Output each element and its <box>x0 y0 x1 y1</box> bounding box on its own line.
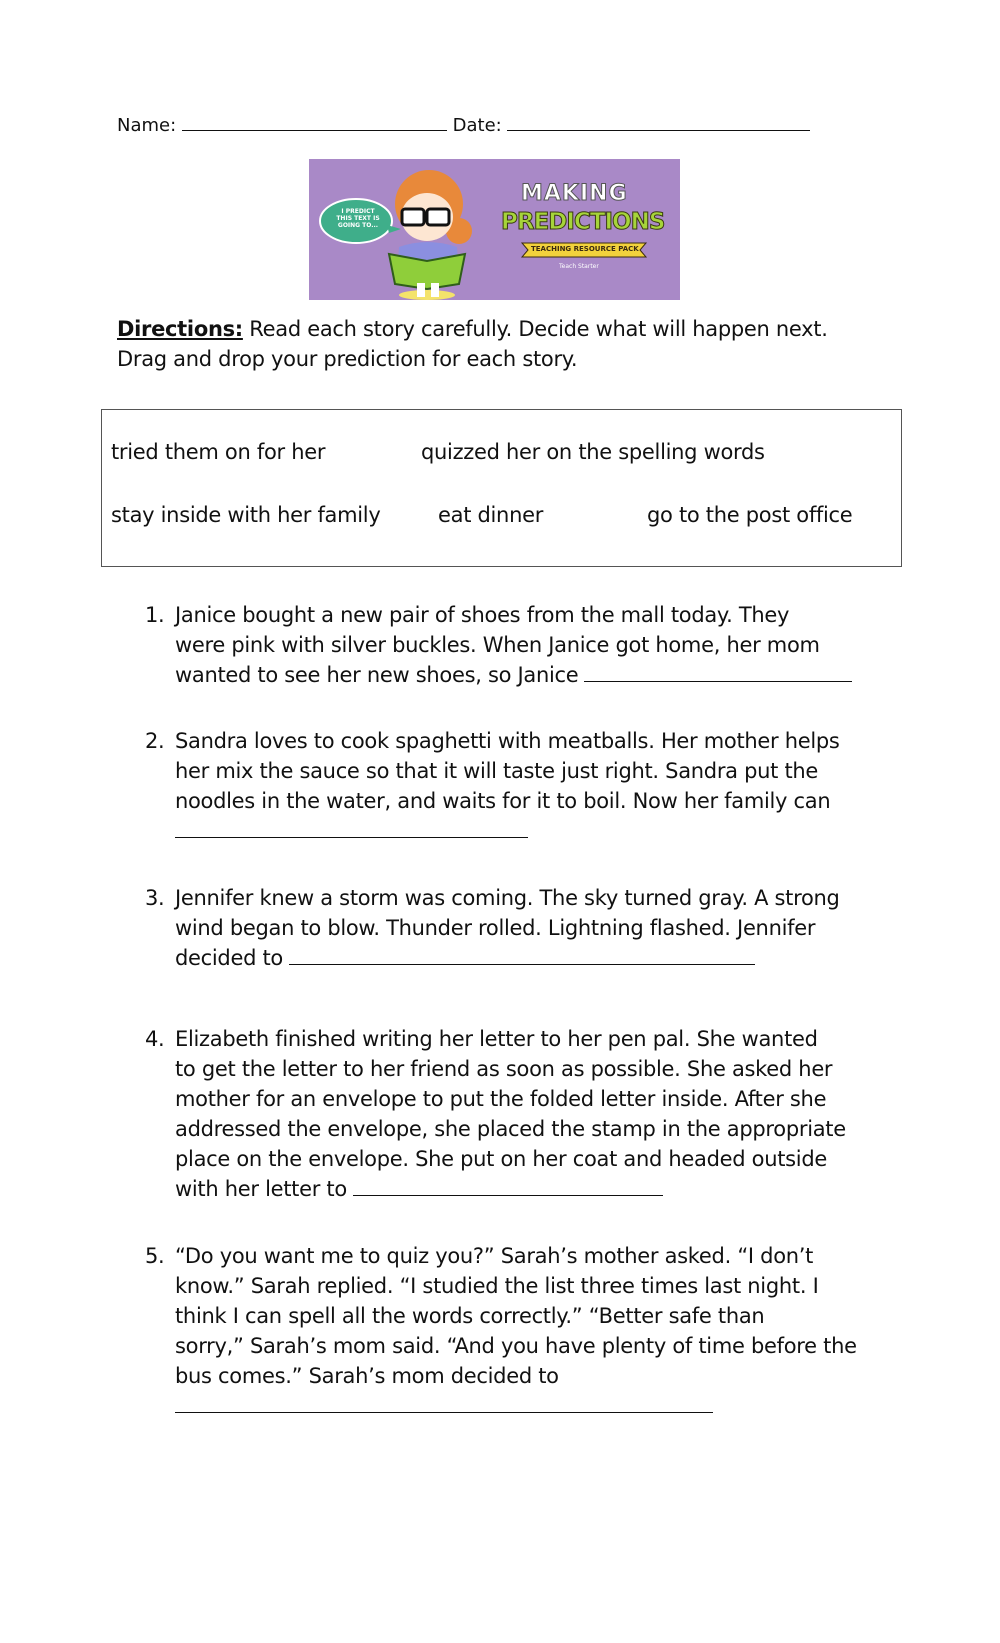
date-input-line[interactable] <box>507 112 810 131</box>
question-text-line: her mix the sauce so that it will taste just right. Sandra put the <box>175 759 819 783</box>
question-text-line: noodles in the water, and waits for it to boil. Now her family can <box>175 789 831 813</box>
question-text-line: think I can spell all the words correctly.” “Better safe than <box>175 1304 765 1328</box>
question-text-line: with her letter to <box>175 1177 347 1201</box>
answer-chip[interactable]: quizzed her on the spelling words <box>421 440 765 464</box>
making-predictions-banner <box>309 159 680 300</box>
directions-label: Directions: <box>117 317 243 341</box>
word-bank <box>101 409 902 567</box>
banner-ribbon-text: TEACHING RESOURCE PACK <box>531 245 639 253</box>
name-label: Name: <box>117 115 177 136</box>
answer-drop-zone[interactable] <box>353 1175 663 1196</box>
question-text-line: sorry,” Sarah’s mom said. “And you have plenty of time before the <box>175 1334 857 1358</box>
speech-bubble-text: I PREDICT THIS TEXT IS GOING TO... <box>336 208 380 229</box>
question-number: 1. <box>145 603 165 627</box>
answer-drop-zone[interactable] <box>584 661 852 682</box>
question-text-line: know.” Sarah replied. “I studied the list three times last night. I <box>175 1274 819 1298</box>
directions-line-1: Read each story carefully. Decide what will happen next. <box>249 317 828 341</box>
answer-chip[interactable]: tried them on for her <box>111 440 326 464</box>
answer-drop-zone[interactable] <box>289 944 755 965</box>
question-number: 2. <box>145 729 165 753</box>
name-input-line[interactable] <box>182 112 447 131</box>
directions <box>117 314 828 374</box>
question-text-line: to get the letter to her friend as soon as possible. She asked her <box>175 1057 833 1081</box>
question-text-line: Janice bought a new pair of shoes from the mall today. They <box>175 603 790 627</box>
question-number: 5. <box>145 1244 165 1268</box>
name-date-header <box>117 112 810 136</box>
answer-chip[interactable]: go to the post office <box>647 503 853 527</box>
date-label: Date: <box>452 115 502 136</box>
question-text-line: Elizabeth finished writing her letter to her pen pal. She wanted <box>175 1027 818 1051</box>
question-text-line: wanted to see her new shoes, so Janice <box>175 663 579 687</box>
question-text-line: were pink with silver buckles. When Janice got home, her mom <box>175 633 820 657</box>
question-text-line: bus comes.” Sarah’s mom decided to <box>175 1364 559 1388</box>
answer-chip[interactable]: stay inside with her family <box>111 503 381 527</box>
question-number: 3. <box>145 886 165 910</box>
banner-title-top: MAKING <box>521 181 628 206</box>
directions-line-2: Drag and drop your prediction for each story. <box>117 347 578 371</box>
answer-drop-zone[interactable] <box>175 817 528 838</box>
question-text-line: Sandra loves to cook spaghetti with meatballs. Her mother helps <box>175 729 840 753</box>
question-number: 4. <box>145 1027 165 1051</box>
question-text-line: Jennifer knew a storm was coming. The sky turned gray. A strong <box>175 886 840 910</box>
question-text-line: decided to <box>175 946 283 970</box>
question-text-line: place on the envelope. She put on her coat and headed outside <box>175 1147 827 1171</box>
brand-logo: Teach Starter <box>559 263 599 270</box>
question-text-line: mother for an envelope to put the folded letter inside. After she <box>175 1087 827 1111</box>
question-text-line: wind began to blow. Thunder rolled. Lightning flashed. Jennifer <box>175 916 816 940</box>
question-text-line: “Do you want me to quiz you?” Sarah’s mother asked. “I don’t <box>175 1244 814 1268</box>
banner-title-main: PREDICTIONS <box>501 209 665 235</box>
answer-drop-zone[interactable] <box>175 1392 713 1413</box>
answer-chip[interactable]: eat dinner <box>438 503 544 527</box>
question-text-line: addressed the envelope, she placed the stamp in the appropriate <box>175 1117 846 1141</box>
